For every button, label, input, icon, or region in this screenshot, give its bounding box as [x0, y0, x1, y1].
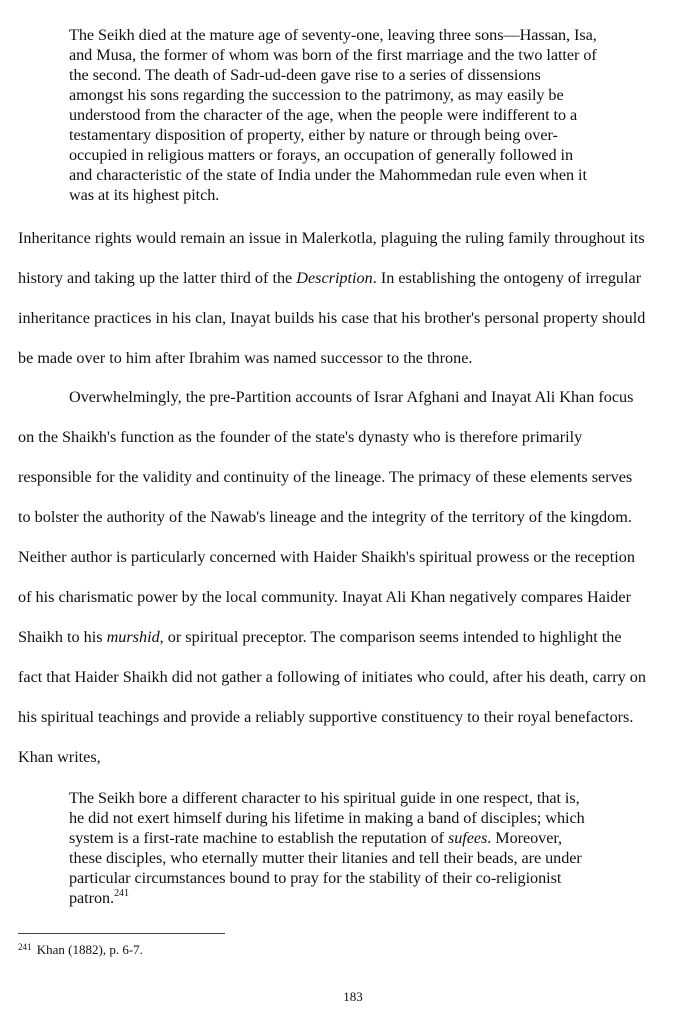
quote-line: these disciples, who eternally mutter their litanies and tell their beads, are under: [69, 849, 582, 867]
quote-line: [69, 888, 669, 908]
italic-term-sufees: sufees: [448, 829, 488, 847]
text-run: Shaikh to his: [18, 628, 107, 646]
footnote-text: Khan (1882), p. 6-7.: [36, 942, 143, 957]
paragraph-pre-partition-accounts: [18, 377, 690, 777]
body-line: his spiritual teachings and provide a reliably supportive constituency to their royal benefactors.: [18, 708, 634, 726]
body-line: to bolster the authority of the Nawab's lineage and the integrity of the territory of the kingdom.: [18, 508, 632, 526]
body-line: [18, 258, 690, 298]
footnote: [18, 941, 143, 960]
body-line: be made over to him after Ibrahim was named successor to the throne.: [18, 349, 473, 367]
quote-line: occupied in religious matters or forays, an occupation of generally followed in: [69, 146, 573, 164]
quote-line: amongst his sons regarding the succession to the patrimony, as may easily be: [69, 86, 564, 104]
body-line: Inheritance rights would remain an issue in Malerkotla, plaguing the ruling family throughout its: [18, 229, 645, 247]
footnote-number: 241: [18, 942, 32, 952]
block-quote-seikh-death: [69, 25, 669, 205]
body-line: inheritance practices in his clan, Inayat builds his case that his brother's personal property should: [18, 309, 646, 327]
paragraph-inheritance-rights: [18, 218, 690, 378]
quote-line: he did not exert himself during his lifetime in making a band of disciples; which: [69, 809, 585, 827]
quote-line: particular circumstances bound to pray for the stability of their co-religionist: [69, 869, 562, 887]
text-run: . Moreover,: [487, 829, 563, 847]
quote-line: testamentary disposition of property, either by nature or through being over-: [69, 126, 558, 144]
quote-line: and characteristic of the state of India under the Mahommedan rule even when it: [69, 166, 587, 184]
quote-line: and Musa, the former of whom was born of the first marriage and the two latter of: [69, 46, 597, 64]
text-run: patron.: [69, 889, 115, 907]
footnote-reference[interactable]: 241: [114, 887, 129, 899]
italic-title-description: Description: [296, 269, 373, 287]
body-line: on the Shaikh's function as the founder of the state's dynasty who is therefore primarily: [18, 428, 583, 446]
quote-line: The Seikh died at the mature age of seventy-one, leaving three sons—Hassan, Isa,: [69, 26, 597, 44]
text-run: system is a first-rate machine to establish the reputation of: [69, 829, 448, 847]
italic-term-murshid: murshid: [106, 628, 160, 646]
text-run: , or spiritual preceptor. The comparison seems intended to highlight the: [159, 628, 622, 646]
body-line: [18, 617, 690, 657]
body-line: of his charismatic power by the local community. Inayat Ali Khan negatively compares Haider: [18, 588, 631, 606]
quote-line: the second. The death of Sadr-ud-deen gave rise to a series of dissensions: [69, 66, 541, 84]
body-line: fact that Haider Shaikh did not gather a following of initiates who could, after his death, carry on: [18, 668, 646, 686]
page-number: 183: [343, 989, 363, 1004]
body-line: Overwhelmingly, the pre-Partition accounts of Israr Afghani and Inayat Ali Khan focus: [69, 388, 634, 406]
quote-line: The Seikh bore a different character to his spiritual guide in one respect, that is,: [69, 789, 580, 807]
quote-line: understood from the character of the age, when the people were indifferent to a: [69, 106, 578, 124]
text-run: history and taking up the latter third of the: [18, 269, 297, 287]
body-line: Neither author is particularly concerned with Haider Shaikh's spiritual prowess or the reception: [18, 548, 635, 566]
quote-line: was at its highest pitch.: [69, 186, 220, 204]
body-line: Khan writes,: [18, 748, 101, 766]
body-line: responsible for the validity and continuity of the lineage. The primacy of these elements serves: [18, 468, 633, 486]
footnote-separator: [18, 933, 225, 934]
text-run: . In establishing the ontogeny of irregular: [372, 269, 642, 287]
quote-line: [69, 828, 669, 848]
block-quote-spiritual-guide: [69, 788, 669, 908]
